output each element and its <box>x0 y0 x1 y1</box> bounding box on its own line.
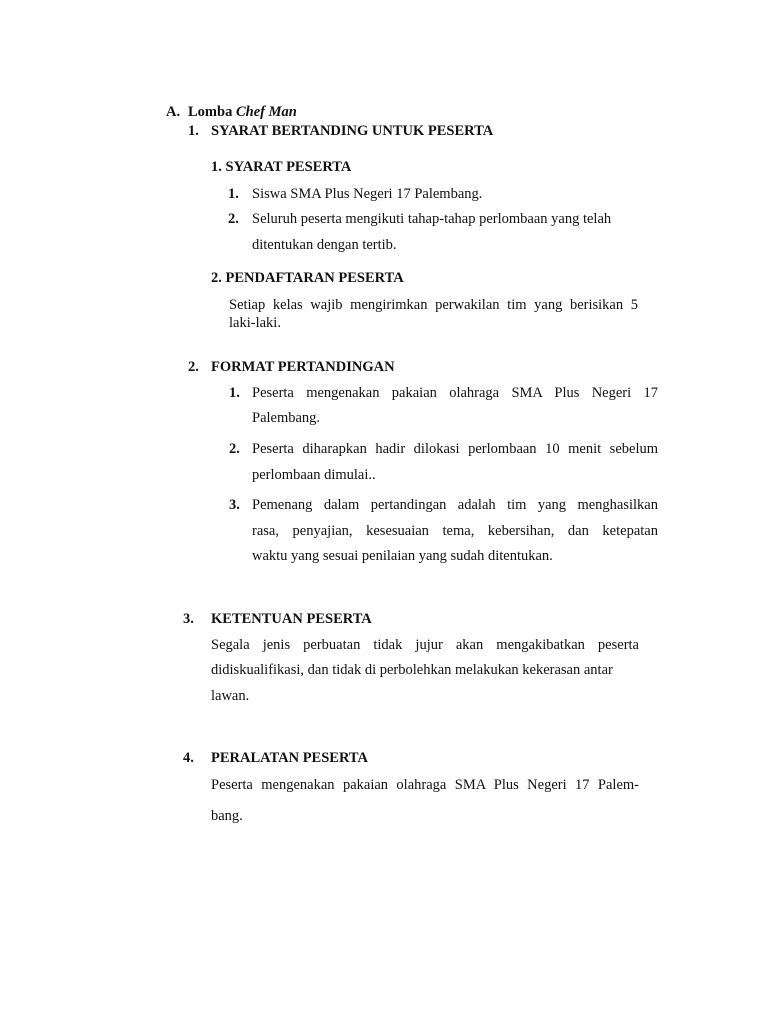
section-title-prefix: Lomba <box>188 104 233 120</box>
s4-heading: PERALATAN PESERTA <box>211 750 368 766</box>
s3-text-line3: lawan. <box>211 688 250 704</box>
s2-item3-text-line1: Pemenang dalam pertandingan adalah tim yang menghasilkan <box>252 497 658 513</box>
section-title-italic: Chef Man <box>235 104 297 120</box>
s1-heading: SYARAT BERTANDING UNTUK PESERTA <box>211 123 494 139</box>
s1-sub2-text-line2: laki-laki. <box>229 315 281 331</box>
s3-number: 3. <box>183 611 194 627</box>
section-title <box>188 105 297 120</box>
section-marker: A. <box>166 104 181 120</box>
s2-number: 2. <box>188 359 199 375</box>
s1-sub1-item1-text: Siswa SMA Plus Negeri 17 Palembang. <box>252 186 483 202</box>
s1-sub1-item2-num: 2. <box>228 211 239 227</box>
s1-sub1-item1-num: 1. <box>228 186 239 202</box>
s2-item2-num: 2. <box>229 441 240 457</box>
s2-item1-text-line1: Peserta mengenakan pakaian olahraga SMA Plus Negeri 17 <box>252 385 658 401</box>
s2-item3-text-line2: rasa, penyajian, kesesuaian tema, kebersihan, dan ketepatan <box>252 523 658 539</box>
s3-text-line2: didiskualifikasi, dan tidak di perbolehkan melakukan kekerasan antar <box>211 662 613 678</box>
s2-item2-text-line1: Peserta diharapkan hadir dilokasi perlombaan 10 menit sebelum <box>252 441 658 457</box>
s2-item2-text-line2: perlombaan dimulai.. <box>252 467 376 483</box>
s1-sub1-item2-text-line2: ditentukan dengan tertib. <box>252 237 397 253</box>
s2-item1-num: 1. <box>229 385 240 401</box>
s2-item3-num: 3. <box>229 497 240 513</box>
s1-sub2-heading: 2. PENDAFTARAN PESERTA <box>211 270 404 286</box>
s4-text-line2: bang. <box>211 808 243 824</box>
s1-sub2-text-line1: Setiap kelas wajib mengirimkan perwakilan tim yang berisikan 5 <box>229 297 638 313</box>
s4-number: 4. <box>183 750 194 766</box>
s3-heading: KETENTUAN PESERTA <box>211 611 372 627</box>
s2-heading: FORMAT PERTANDINGAN <box>211 359 395 375</box>
s1-sub1-item2-text-line1: Seluruh peserta mengikuti tahap-tahap perlombaan yang telah <box>252 211 612 227</box>
s2-item3-text-line3: waktu yang sesuai penilaian yang sudah ditentukan. <box>252 548 553 564</box>
s4-text-line1: Peserta mengenakan pakaian olahraga SMA Plus Negeri 17 Palem- <box>211 777 639 793</box>
s1-number: 1. <box>188 123 199 139</box>
s3-text-line1: Segala jenis perbuatan tidak jujur akan mengakibatkan peserta <box>211 637 639 653</box>
s2-item1-text-line2: Palembang. <box>252 410 321 426</box>
s1-sub1-heading: 1. SYARAT PESERTA <box>211 159 352 175</box>
